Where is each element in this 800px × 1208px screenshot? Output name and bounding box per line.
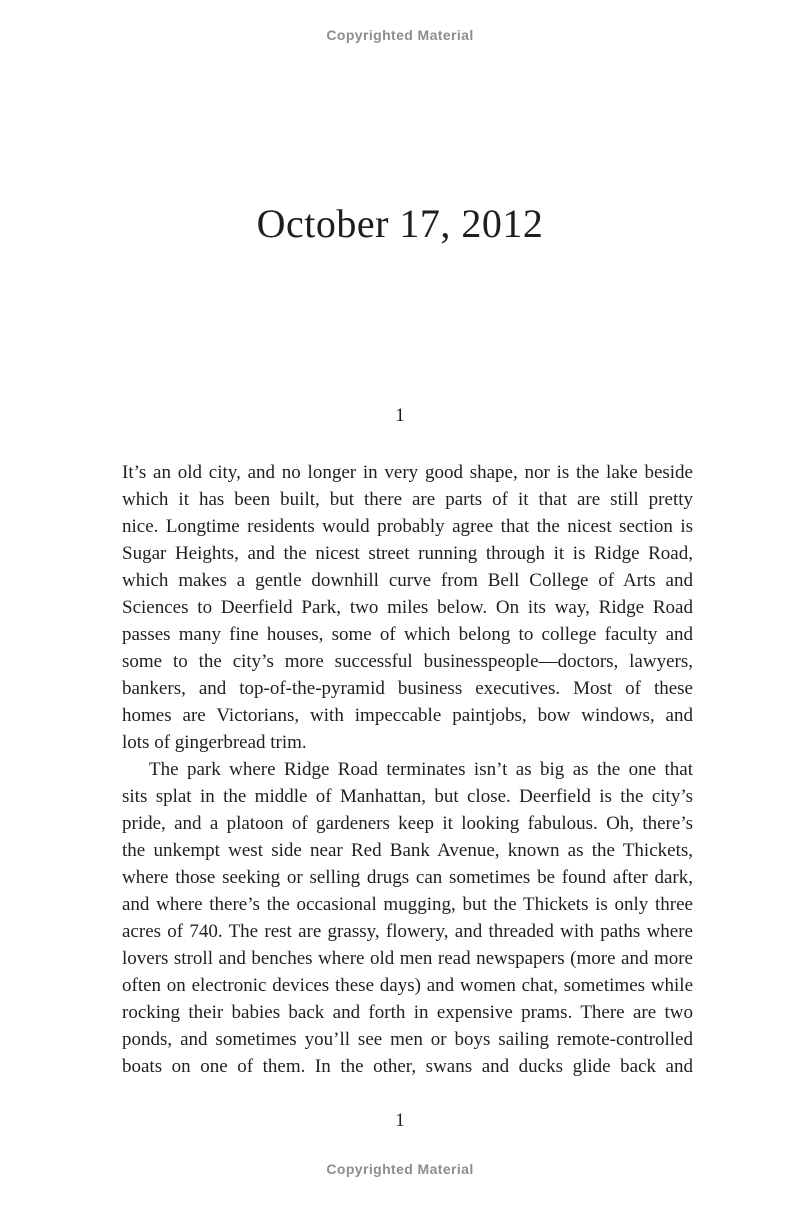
paragraph [122, 459, 693, 756]
page-number: 1 [395, 1110, 405, 1131]
text-line: nice. Longtime residents would probably agree that the nicest section is [122, 516, 693, 537]
text-line: sits splat in the middle of Manhattan, but close. Deerfield is the city’s [122, 786, 693, 807]
text-line: rocking their babies back and forth in expensive prams. There are two [122, 1002, 693, 1023]
text-line: It’s an old city, and no longer in very good shape, nor is the lake beside [122, 462, 693, 483]
text-line: lovers stroll and benches where old men read newspapers (more and more [122, 948, 693, 969]
text-line: Sciences to Deerfield Park, two miles below. On its way, Ridge Road [122, 597, 693, 618]
text-line: often on electronic devices these days) and women chat, sometimes while [122, 975, 693, 996]
text-line: acres of 740. The rest are grassy, flowery, and threaded with paths where [122, 921, 693, 942]
text-line: the unkempt west side near Red Bank Avenue, known as the Thickets, [122, 840, 693, 861]
text-line: homes are Victorians, with impeccable paintjobs, bow windows, and [122, 705, 693, 726]
text-line: pride, and a platoon of gardeners keep it looking fabulous. Oh, there’s [122, 813, 693, 834]
text-line: The park where Ridge Road terminates isn’t as big as the one that [149, 759, 693, 780]
copyright-notice-bottom: Copyrighted Material [326, 1161, 474, 1177]
text-line: which it has been built, but there are parts of it that are still pretty [122, 489, 693, 510]
text-line: which makes a gentle downhill curve from Bell College of Arts and [122, 570, 693, 591]
section-number: 1 [395, 405, 405, 426]
body-text [122, 459, 693, 1080]
chapter-title: October 17, 2012 [256, 201, 544, 246]
paragraph [122, 756, 693, 1080]
text-line: where those seeking or selling drugs can sometimes be found after dark, [122, 867, 693, 888]
text-line: lots of gingerbread trim. [122, 732, 307, 753]
copyright-notice-top: Copyrighted Material [326, 27, 474, 43]
text-line: bankers, and top-of-the-pyramid business executives. Most of these [122, 678, 693, 699]
text-line: passes many fine houses, some of which belong to college faculty and [122, 624, 693, 645]
text-line: boats on one of them. In the other, swans and ducks glide back and [122, 1056, 693, 1077]
text-line: ponds, and sometimes you’ll see men or boys sailing remote-controlled [122, 1029, 693, 1050]
text-line: Sugar Heights, and the nicest street running through it is Ridge Road, [122, 543, 693, 564]
text-line: and where there’s the occasional mugging, but the Thickets is only three [122, 894, 693, 915]
text-line: some to the city’s more successful businesspeople—doctors, lawyers, [122, 651, 693, 672]
